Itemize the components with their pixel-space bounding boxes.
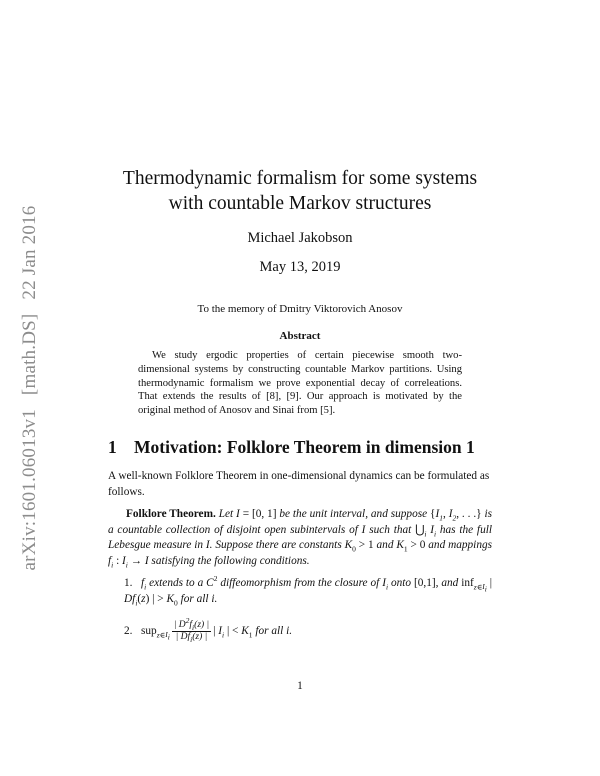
dedication: To the memory of Dmitry Viktorovich Anosov (197, 303, 403, 315)
arxiv-sidebar-stamp (19, 206, 41, 571)
condition-2-fraction: $\frac{| D^2f_i(z) |}{| Df_i(z) |}$ (173, 615, 210, 644)
abstract-heading: Abstract (279, 330, 321, 342)
condition-2-label: 2. (124, 625, 133, 638)
theorem-statement: Folklore Theorem. Let I = [0, 1] be the unit interval, and suppose {$I_1$, $I_2$, . . .} is a countable collection of disjoint open subintervals of I such that $⋃_i$ $I_i$ has the full Lebesgue measure in I. Suppose there are constants $K_0 > 1$ and $K_1 > 0$ and mappings $f_i$ : $I_i \to I$ satisfying the following conditions. (108, 508, 493, 570)
section-heading (108, 437, 475, 458)
condition-item-2: 2. sup$_{z\in I_i}$ $\frac{| D^2f_i(z) |}{| Df_i(z) |}$ | $I_i$ | < $K_1$ for all i. (124, 615, 293, 644)
theorem-label: Folklore Theorem. (126, 508, 216, 520)
arxiv-id: arXiv:1601.06013v1 (19, 409, 40, 571)
abstract-body (138, 349, 462, 418)
condition-1-label: 1. (124, 577, 133, 589)
arxiv-date: 22 Jan 2016 (19, 205, 40, 300)
abstract-text: We study ergodic properties of certain piecewise smooth two-dimensional systems by constructing countable Markov partitions. Using thermodynamic formalism we prove exponential decay of correleations. That extends the results of [8], [9]. Our approach is motivated by the original method of Anosov and Sinai from [5]. (138, 350, 462, 417)
author-name: Michael Jakobson (247, 230, 353, 246)
condition-item-1: 1. $f_i$ extends to a $C^2$ diffeomorphism from the closure of $I_i$ onto [0,1], and inf$_{z\in I_i}$ | $Df_i(z)$ | > $K_0$ for all i. (124, 574, 493, 607)
section-number: 1 (108, 437, 117, 457)
page-number: 1 (297, 680, 303, 692)
arxiv-category: [math.DS] (19, 313, 40, 396)
section-intro-paragraph: A well-known Folklore Theorem in one-dimensional dynamics can be formulated as follows. (108, 470, 490, 498)
paper-title (100, 166, 500, 216)
section-title: Motivation: Folklore Theorem in dimension 1 (134, 437, 475, 457)
title-line-2: with countable Markov structures (168, 193, 432, 214)
title-line-1: Thermodynamic formalism for some systems (122, 168, 478, 189)
paper-date: May 13, 2019 (259, 259, 341, 275)
